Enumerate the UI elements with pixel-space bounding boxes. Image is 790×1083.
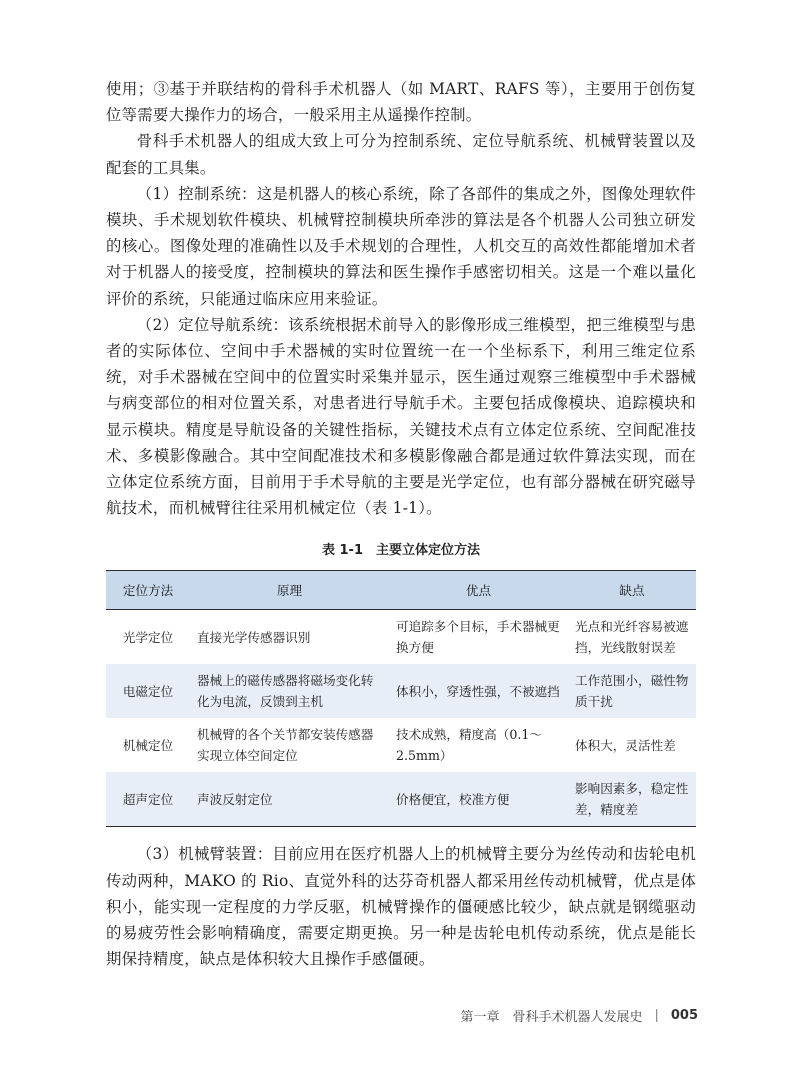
cell-principle: 机械臂的各个关节都安装传感器实现立体空间定位 (197, 727, 374, 764)
page-body (106, 76, 696, 972)
header-principle: 原理 (190, 571, 389, 610)
cell-disadvantages: 体积大，灵活性差 (575, 737, 676, 753)
cell-disadvantages: 工作范围小，磁性物质干扰 (568, 664, 696, 718)
cell-principle: 声波反射定位 (190, 772, 389, 827)
cell-disadvantages: 影响因素多，稳定性差，精度差 (568, 772, 696, 827)
header-advantages: 优点 (389, 571, 568, 610)
table-caption: 表 1-1 主要立体定位方法 (321, 543, 480, 559)
cell-disadvantages: 光点和光纤容易被遮挡，光线散射误差 (575, 619, 689, 656)
bottom-paragraphs (106, 841, 696, 972)
footer-chapter-title: 第一章 骨科手术机器人发展史 (460, 1010, 643, 1025)
header-disadvantages: 缺点 (568, 571, 696, 610)
positioning-methods-table (106, 570, 696, 827)
table-row (106, 664, 696, 718)
body-paragraph: 骨科手术机器人的组成大致上可分为控制系统、定位导航系统、机械臂装置以及配套的工具集。 (106, 132, 696, 177)
body-paragraph: 使用；③基于并联结构的骨科手术机器人（如 MART、RAFS 等），主要用于创伤复位等需要大操作力的场合，一般采用主从遥操作控制。 (106, 80, 696, 125)
table-header-row (106, 571, 696, 610)
table-row (106, 610, 696, 665)
cell-advantages: 体积小，穿透性强，不被遮挡 (389, 664, 568, 718)
cell-method: 机械定位 (122, 737, 174, 753)
cell-principle: 器械上的磁传感器将磁场变化转化为电流，反馈到主机 (190, 664, 389, 718)
top-paragraphs (106, 76, 696, 521)
page-footer (460, 1006, 698, 1025)
footer-separator: | (654, 1008, 659, 1023)
table-row (106, 718, 696, 772)
header-method: 定位方法 (106, 571, 190, 610)
body-paragraph: （3）机械臂装置：目前应用在医疗机器人上的机械臂主要分为丝传动和齿轮电机传动两种，MAKO 的 Rio、直觉外科的达芬奇机器人都采用丝传动机械臂，优点是体积小，能实现一定程度的力学反驱，机械臂操作的僵硬感比较少，缺点就是钢缆驱动的易疲劳性会影响精确度，需要定期更换。另一种是齿轮电机传动系统，优点是能长期保持精度，缺点是体积较大且操作手感僵硬。 (106, 845, 696, 969)
body-paragraph: （2）定位导航系统：该系统根据术前导入的影像形成三维模型，把三维模型与患者的实际体位、空间中手术器械的实时位置统一在一个坐标系下，利用三维定位系统，对手术器械在空间中的位置实时采集并显示，医生通过观察三维模型中手术器械与病变部位的相对位置关系，对患者进行导航手术。主要包括成像模块、追踪模块和显示模块。精度是导航设备的关键性指标，关键技术点有立体定位系统、空间配准技术、多模影像融合。其中空间配准技术和多模影像融合都是通过软件算法实现，而在立体定位系统方面，目前用于手术导航的主要是光学定位，也有部分器械在研究磁导航技术，而机械臂往往采用机械定位（表 1-1）。 (106, 315, 696, 518)
cell-principle: 直接光学传感器识别 (197, 629, 311, 645)
cell-method: 超声定位 (106, 772, 190, 827)
cell-method: 光学定位 (122, 629, 174, 645)
page-number: 005 (670, 1008, 698, 1023)
table-row (106, 772, 696, 827)
cell-advantages: 价格便宜，校准方便 (389, 772, 568, 827)
cell-advantages: 技术成熟，精度高（0.1～2.5mm） (396, 727, 542, 764)
cell-advantages: 可追踪多个目标，手术器械更换方便 (396, 619, 560, 656)
cell-method: 电磁定位 (106, 664, 190, 718)
body-paragraph: （1）控制系统：这是机器人的核心系统，除了各部件的集成之外，图像处理软件模块、手术规划软件模块、机械臂控制模块所牵涉的算法是各个机器人公司独立研发的核心。图像处理的准确性以及手术规划的合理性，人机交互的高效性都能增加术者对于机器人的接受度，控制模块的算法和医生操作手感密切相关。这是一个难以量化评价的系统，只能通过临床应用来验证。 (106, 184, 696, 308)
